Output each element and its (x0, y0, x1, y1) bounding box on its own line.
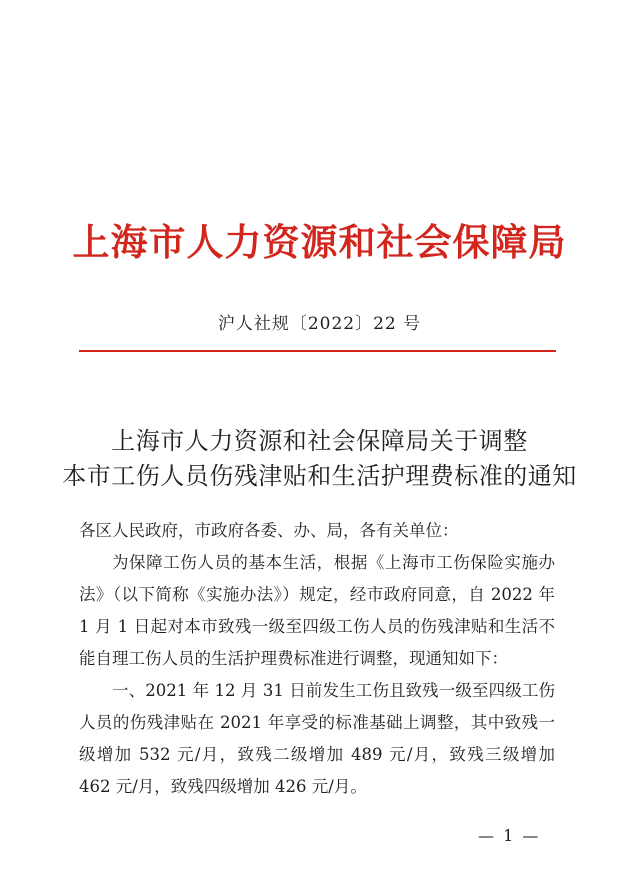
notice-title-line-1: 上海市人力资源和社会保障局关于调整 (111, 427, 528, 455)
salutation: 各区人民政府，市政府各委、办、局，各有关单位： (79, 521, 459, 540)
paragraph-intro: 为保障工伤人员的基本生活，根据《上海市工伤保险实施办法》（以下简称《实施办法》）规定，经市政府同意，自 2022 年 1 月 1 日起对本市致残一级至四级工伤人员的伤残津贴和生活不能自理工伤人员的生活护理费标准进行调整，现通知如下： (79, 553, 555, 668)
paragraph-item-1: 一、2021 年 12 月 31 日前发生工伤且致残一级至四级工伤人员的伤残津贴在 2021 年享受的标准基础上调整，其中致残一级增加 532 元/月，致残二级增加 489 元/月，致残三级增加 462 元/月，致残四级增加 426 元/月。 (79, 681, 555, 796)
red-divider-line (79, 350, 556, 352)
page-number: — 1 — (478, 826, 541, 845)
issuer-header: 上海市人力资源和社会保障局 (72, 220, 567, 264)
notice-body (79, 515, 555, 803)
notice-title-line-2: 本市工伤人员伤残津贴和生活护理费标准的通知 (62, 462, 577, 490)
document-number: 沪人社规〔2022〕22 号 (217, 314, 422, 334)
